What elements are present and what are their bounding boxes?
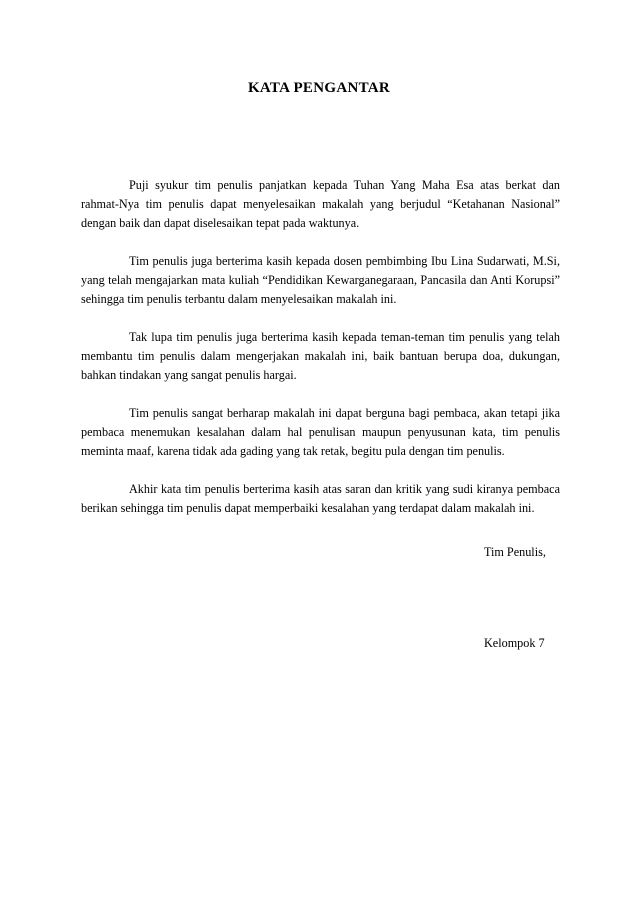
signature-name: Tim Penulis, bbox=[484, 545, 546, 559]
signature-group: Kelompok 7 bbox=[484, 636, 545, 650]
page-title: KATA PENGANTAR bbox=[247, 80, 391, 96]
paragraph-1: Puji syukur tim penulis panjatkan kepada Tuhan Yang Maha Esa atas berkat dan rahmat-Nya tim penulis dapat menyelesaikan makalah yang berjudul “Ketahanan Nasional” dengan baik dan dapat diselesaikan tepat pada waktunya. bbox=[81, 178, 560, 230]
paragraph-4: Tim penulis sangat berharap makalah ini dapat berguna bagi pembaca, akan tetapi jika pembaca menemukan kesalahan dalam hal penulisan maupun penyusunan kata, tim penulis meminta maaf, karena tidak ada gading yang tak retak, begitu pula dengan tim penulis. bbox=[81, 406, 560, 458]
paragraph-2: Tim penulis juga berterima kasih kepada dosen pembimbing Ibu Lina Sudarwati, M.Si, yang telah mengajarkan mata kuliah “Pendidikan Kewarganegaraan, Pancasila dan Anti Korupsi” sehingga tim penulis terbantu dalam menyelesaikan makalah ini. bbox=[81, 254, 560, 306]
body-text bbox=[81, 176, 560, 537]
paragraph-5: Akhir kata tim penulis berterima kasih atas saran dan kritik yang sudi kiranya pembaca berikan sehingga tim penulis dapat memperbaiki kesalahan yang terdapat dalam makalah ini. bbox=[81, 482, 560, 515]
paragraph-3: Tak lupa tim penulis juga berterima kasih kepada teman-teman tim penulis yang telah membantu tim penulis dalam mengerjakan makalah ini, baik bantuan berupa doa, dukungan, bahkan tindakan yang sangat penulis hargai. bbox=[81, 330, 560, 382]
